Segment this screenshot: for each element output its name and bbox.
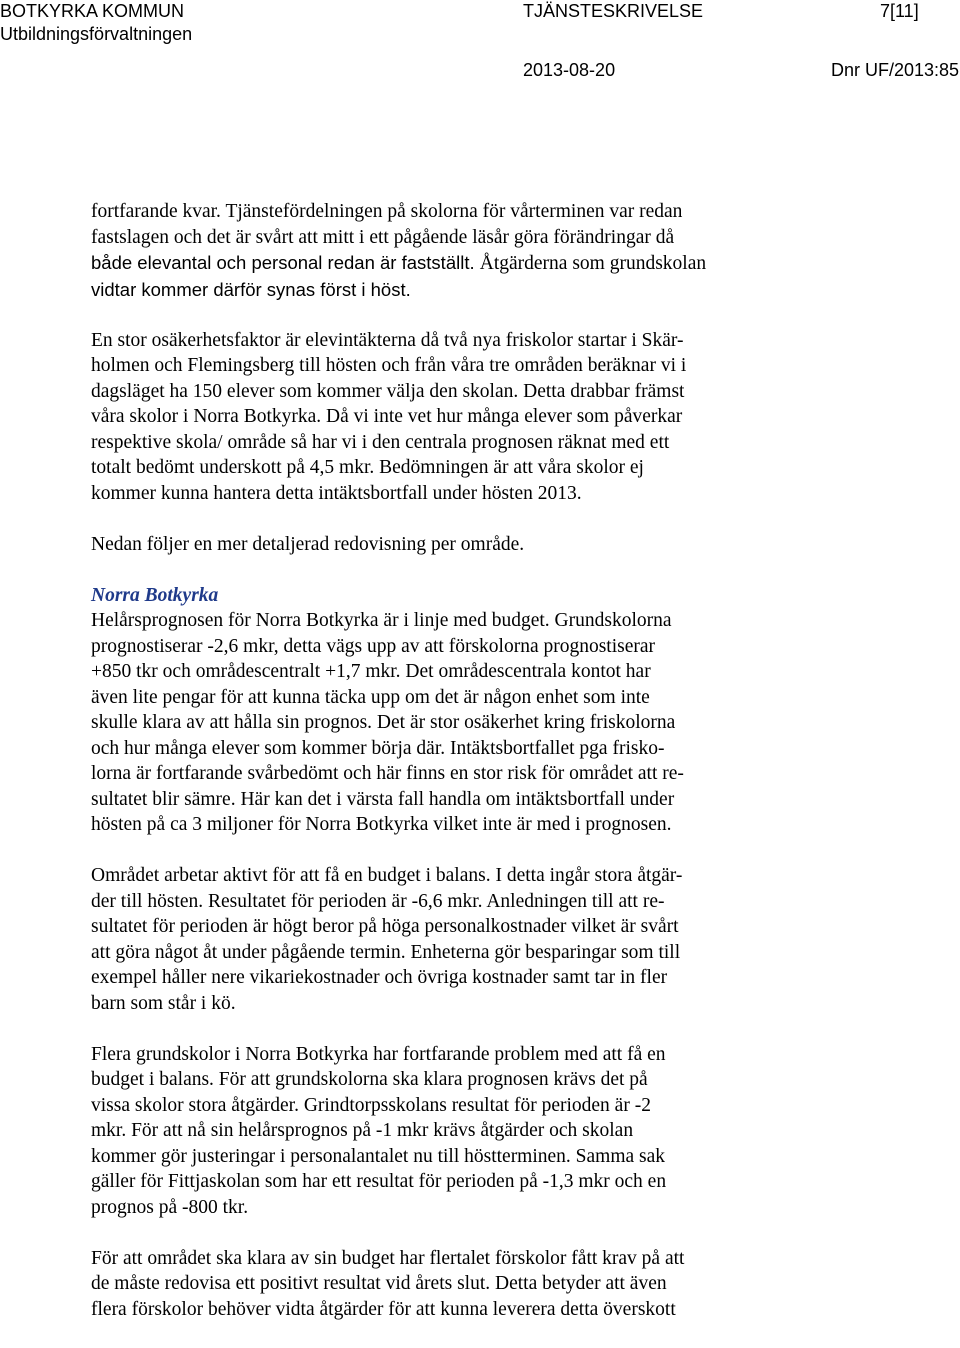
text-line: vissa skolor stora åtgärder. Grindtorpsskolans resultat för perioden är -2 xyxy=(91,1094,651,1116)
text-line: att göra något åt under pågående termin. Enheterna gör besparingar som till xyxy=(91,941,681,963)
text-line: flera förskolor behöver vidta åtgärder för att kunna leverera detta överskott xyxy=(91,1298,676,1320)
page-header xyxy=(0,0,960,80)
text-line: Helårsprognosen för Norra Botkyrka är i linje med budget. Grundskolorna xyxy=(91,610,672,631)
text-line: dagsläget ha 150 elever som kommer välja den skolan. Detta drabbar främst xyxy=(91,380,685,402)
text-line: de måste redovisa ett positivt resultat vid årets slut. Detta betyder att även xyxy=(91,1273,667,1294)
text-line: hösten på ca 3 miljoner för Norra Botkyrka vilket inte är med i prognosen. xyxy=(91,814,672,835)
text-line: även lite pengar för att kunna täcka upp om det är någon enhet som inte xyxy=(91,686,650,708)
text-line: lorna är fortfarande svårbedömt och här finns en stor risk för området att re- xyxy=(91,763,684,784)
text-line: Området arbetar aktivt för att få en budget i balans. I detta ingår stora åtgär- xyxy=(91,865,683,886)
text-line: gäller för Fittjaskolan som har ett resultat för perioden på -1,3 mkr och en xyxy=(91,1171,667,1192)
paragraph-staffing xyxy=(91,199,811,302)
text-line: prognostiserar -2,6 mkr, detta vägs upp av att förskolorna prognostiserar xyxy=(91,635,656,657)
text-fragment: både elevantal och personal redan är fastställt. xyxy=(91,252,480,273)
text-line: +850 tkr och områdescentralt +1,7 mkr. Det områdescentrala kontot har xyxy=(91,661,651,682)
text-line: budget i balans. För att grundskolorna ska klara prognosen krävs det på xyxy=(91,1069,648,1090)
document-type: TJÄNSTESKRIVELSE xyxy=(523,1,704,21)
page-number: 7[11] xyxy=(880,1,919,21)
text-line: barn som står i kö. xyxy=(91,992,236,1014)
text-fragment: Åtgärderna som grundskolan xyxy=(479,253,707,274)
section-heading: Norra Botkyrka xyxy=(91,584,219,606)
text-line: Flera grundskolor i Norra Botkyrka har fortfarande problem med att få en xyxy=(91,1043,666,1065)
paragraph-intro-areas xyxy=(91,532,811,558)
text-line: kommer gör justeringar i personalantalet nu till höstterminen. Samma sak xyxy=(91,1145,666,1167)
text-line: En stor osäkerhetsfaktor är elevintäkterna då två nya friskolor startar i Skär- xyxy=(91,329,684,351)
text-line: holmen och Flemingsberg till hösten och från våra tre områden beräknar vi i xyxy=(91,355,687,376)
text-line: mkr. För att nå sin helårsprognos på -1 mkr krävs åtgärder och skolan xyxy=(91,1120,634,1141)
text-line: våra skolor i Norra Botkyrka. Då vi inte vet hur många elever som påverkar xyxy=(91,406,683,427)
text-line: Nedan följer en mer detaljerad redovisning per område. xyxy=(91,533,525,555)
document-reference-number: Dnr UF/2013:85 xyxy=(831,60,960,80)
text-line: och hur många elever som kommer börja där. Intäktsbortfallet pga frisko- xyxy=(91,737,665,759)
text-line: respektive skola/ område så har vi i den centrala prognosen räknat med ett xyxy=(91,431,670,453)
text-line: der till hösten. Resultatet för perioden är -6,6 mkr. Anledningen till att re- xyxy=(91,890,665,912)
text-line xyxy=(91,250,811,277)
text-line: skulle klara av att hålla sin prognos. Det är stor osäkerhet kring friskolorna xyxy=(91,712,676,733)
text-line: totalt bedömt underskott på 4,5 mkr. Bedömningen är att våra skolor ej xyxy=(91,457,644,478)
paragraph-preschools xyxy=(91,1246,811,1323)
document-body xyxy=(91,199,811,1348)
text-line: fastslagen och det är svårt att mitt i ett pågående läsår göra förändringar då xyxy=(91,226,675,248)
text-line: För att området ska klara av sin budget har flertalet förskolor fått krav på att xyxy=(91,1247,685,1269)
department-name: Utbildningsförvaltningen xyxy=(0,24,193,44)
text-line: vidtar kommer därför synas först i höst. xyxy=(91,278,411,300)
organization-name: BOTKYRKA KOMMUN xyxy=(0,1,185,21)
section-norra-botkyrka xyxy=(91,583,811,838)
paragraph-budget-balance xyxy=(91,863,811,1016)
document-date: 2013-08-20 xyxy=(523,60,616,80)
paragraph-uncertainty xyxy=(91,328,811,507)
text-line: fortfarande kvar. Tjänstefördelningen på skolorna för vårterminen var redan xyxy=(91,201,683,222)
paragraph-primary-schools xyxy=(91,1042,811,1221)
text-line: prognos på -800 tkr. xyxy=(91,1196,249,1218)
text-line: exempel håller nere vikariekostnader och övriga kostnader samt tar in fler xyxy=(91,967,668,988)
text-line: sultatet blir sämre. Här kan det i värsta fall handla om intäktsbortfall under xyxy=(91,788,675,810)
text-line: kommer kunna hantera detta intäktsbortfall under hösten 2013. xyxy=(91,482,582,504)
text-line: sultatet för perioden är högt beror på höga personalkostnader vilket är svårt xyxy=(91,916,679,937)
